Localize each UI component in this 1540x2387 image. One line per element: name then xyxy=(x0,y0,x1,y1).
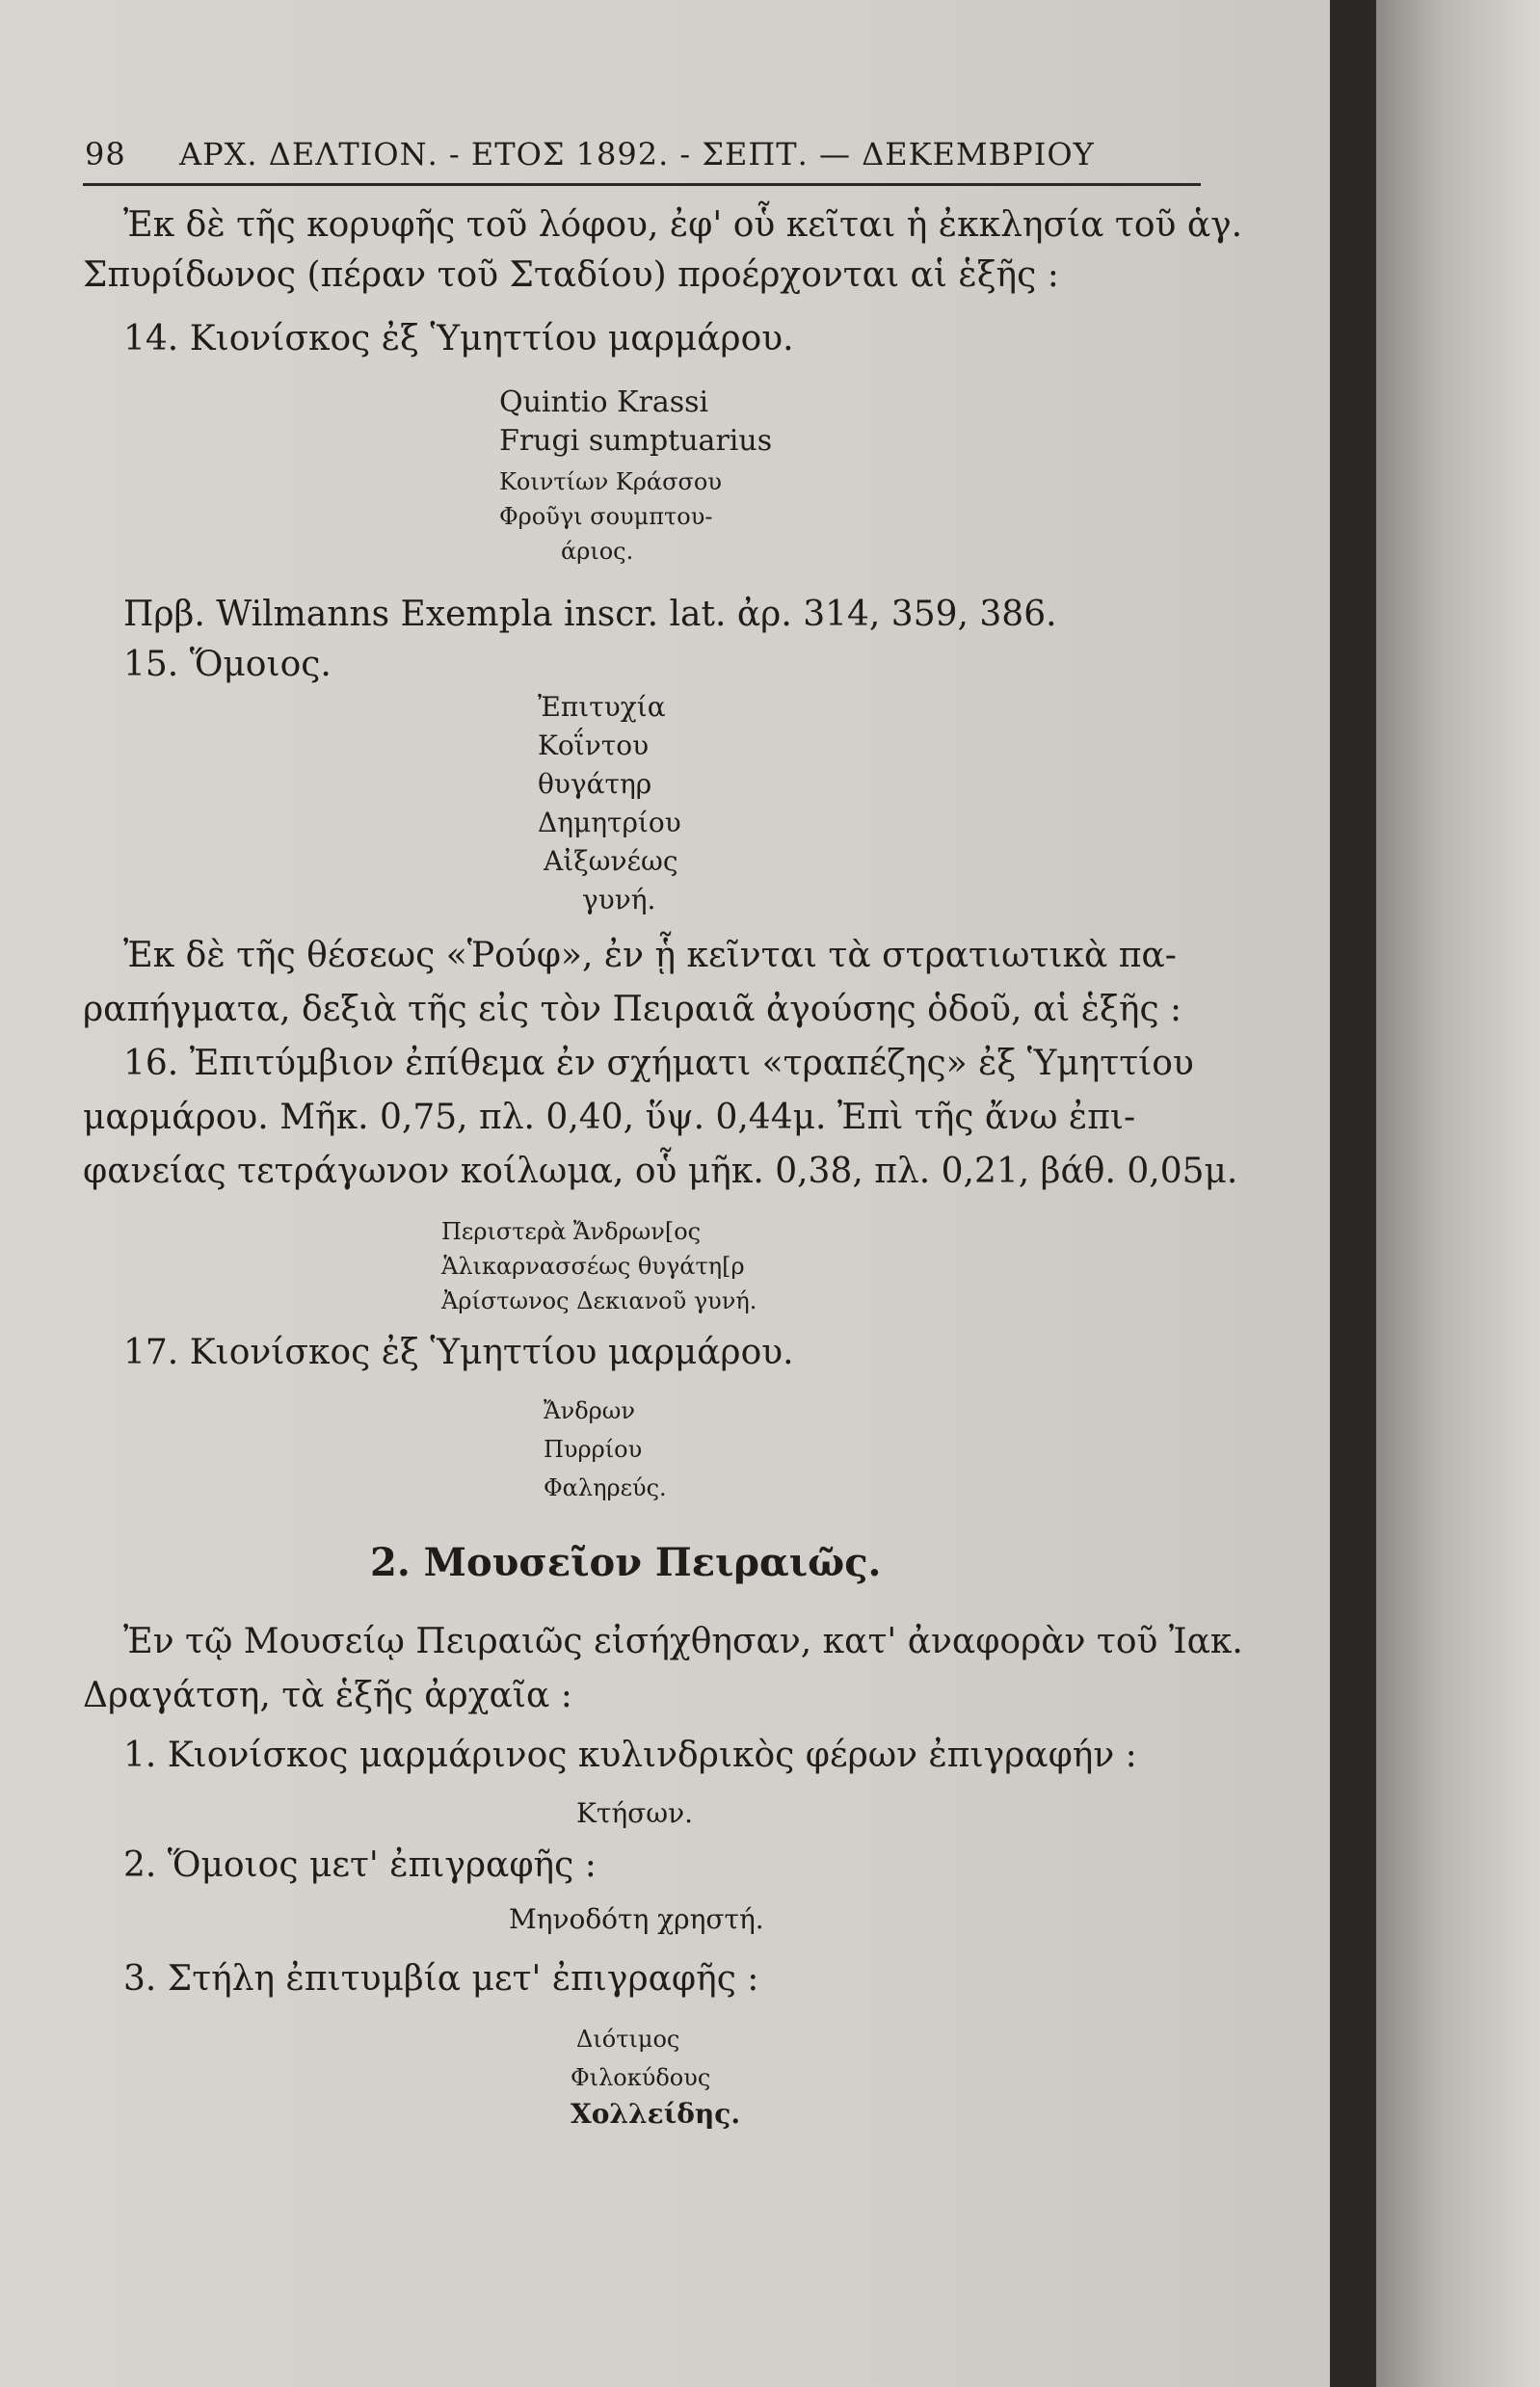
item-15-inscription-line: θυγάτηρ xyxy=(538,768,652,800)
section-2-intro-line-1: Ἐν τῷ Μουσείῳ Πειραιῶς εἰσήχθησαν, κατ' ἀναφορὰν τοῦ Ἰακ. xyxy=(123,1622,1243,1661)
item-16-inscription-line: Περιστερὰ Ἄνδρων[ος xyxy=(441,1218,702,1245)
item-14-inscription-line: Frugi sumptuarius xyxy=(499,424,773,458)
item-17-inscription-line: Πυρρίου xyxy=(544,1436,643,1463)
section-2-intro-line-2: Δραγάτση, τὰ ἑξῆς ἀρχαῖα : xyxy=(83,1676,572,1715)
section-2-item-3-inscription-line: Φιλοκύδους xyxy=(571,2064,711,2091)
intro-line-2: Σπυρίδωνος (πέραν τοῦ Σταδίου) προέρχονται αἱ ἑξῆς : xyxy=(83,255,1059,295)
section-2-item-2-inscription: Μηνοδότη χρηστή. xyxy=(509,1903,764,1935)
item-16-inscription-line: Ἀρίστωνος Δεκιανοῦ γυνή. xyxy=(441,1287,757,1314)
item-14-reference: Πρβ. Wilmanns Exempla inscr. lat. ἀρ. 314, 359, 386. xyxy=(123,595,1057,634)
paragraph-rouph-line-2: ραπήγματα, δεξιὰ τῆς εἰς τὸν Πειραιᾶ ἀγούσης ὁδοῦ, αἱ ἑξῆς : xyxy=(83,990,1182,1029)
item-14-inscription-line: Quintio Krassi xyxy=(499,385,709,419)
section-2-item-3-heading: 3. Στήλη ἐπιτυμβία μετ' ἐπιγραφῆς : xyxy=(123,1959,759,1999)
paragraph-rouph-line-1: Ἐκ δὲ τῆς θέσεως «Ῥούφ», ἐν ᾗ κεῖνται τὰ στρατιωτικὰ πα- xyxy=(123,936,1177,975)
page-number: 98 xyxy=(85,136,126,172)
item-15-inscription-line: Κοΐντου xyxy=(538,729,650,761)
item-17-inscription-line: Φαληρεύς. xyxy=(544,1474,667,1501)
item-15-inscription-line: γυνή. xyxy=(582,884,656,915)
section-2-item-2-heading: 2. Ὅμοιος μετ' ἐπιγραφῆς : xyxy=(123,1845,597,1885)
book-spine-shadow xyxy=(1330,0,1376,2387)
item-14-heading: 14. Κιονίσκος ἐξ Ὑμηττίου μαρμάρου. xyxy=(123,319,794,358)
item-17-inscription-line: Ἄνδρων xyxy=(544,1397,635,1424)
section-2-item-1-heading: 1. Κιονίσκος μαρμάρινος κυλινδρικὸς φέρων ἐπιγραφήν : xyxy=(123,1736,1137,1775)
item-15-heading: 15. Ὅμοιος. xyxy=(123,645,332,684)
section-2-item-1-inscription: Κτήσων. xyxy=(576,1797,694,1829)
facing-page-edge xyxy=(1376,0,1540,2387)
item-14-inscription-line: Κοιντίων Κράσσου xyxy=(499,468,722,495)
intro-line-1: Ἐκ δὲ τῆς κορυφῆς τοῦ λόφου, ἐφ' οὗ κεῖται ἡ ἐκκλησία τοῦ ἁγ. xyxy=(123,205,1243,245)
item-15-inscription-line: Δημητρίου xyxy=(538,807,681,838)
item-14-inscription-line: άριος. xyxy=(561,538,634,565)
item-16-inscription-line: Ἁλικαρνασσέως θυγάτη[ρ xyxy=(441,1253,745,1280)
section-2-item-3-inscription-line: Διότιμος xyxy=(576,2026,680,2053)
item-15-inscription-line: Αἰξωνέως xyxy=(544,845,678,877)
item-17-heading: 17. Κιονίσκος ἐξ Ὑμηττίου μαρμάρου. xyxy=(123,1333,794,1372)
item-15-inscription-line: Ἐπιτυχία xyxy=(538,691,666,723)
item-14-inscription-line: Φροῦγι σουμπτου- xyxy=(499,503,713,530)
section-title-museum-piraeus: 2. Μουσεῖον Πειραιῶς. xyxy=(370,1540,882,1585)
header-rule xyxy=(83,183,1201,186)
item-16-line-1: 16. Ἐπιτύμβιον ἐπίθεμα ἐν σχήματι «τραπέζης» ἐξ Ὑμηττίου xyxy=(123,1044,1194,1083)
section-2-item-3-inscription-line: Χολλείδης. xyxy=(571,2098,741,2130)
item-16-line-2: μαρμάρου. Μῆκ. 0,75, πλ. 0,40, ὕψ. 0,44μ. Ἐπὶ τῆς ἄνω ἐπι- xyxy=(83,1098,1136,1137)
running-title: ΑΡΧ. ΔΕΛΤΙΟΝ. - ΕΤΟΣ 1892. - ΣΕΠΤ. — ΔΕΚΕΜΒΡΙΟΥ xyxy=(179,136,1095,172)
item-16-line-3: φανείας τετράγωνον κοίλωμα, οὗ μῆκ. 0,38, πλ. 0,21, βάθ. 0,05μ. xyxy=(83,1152,1238,1191)
